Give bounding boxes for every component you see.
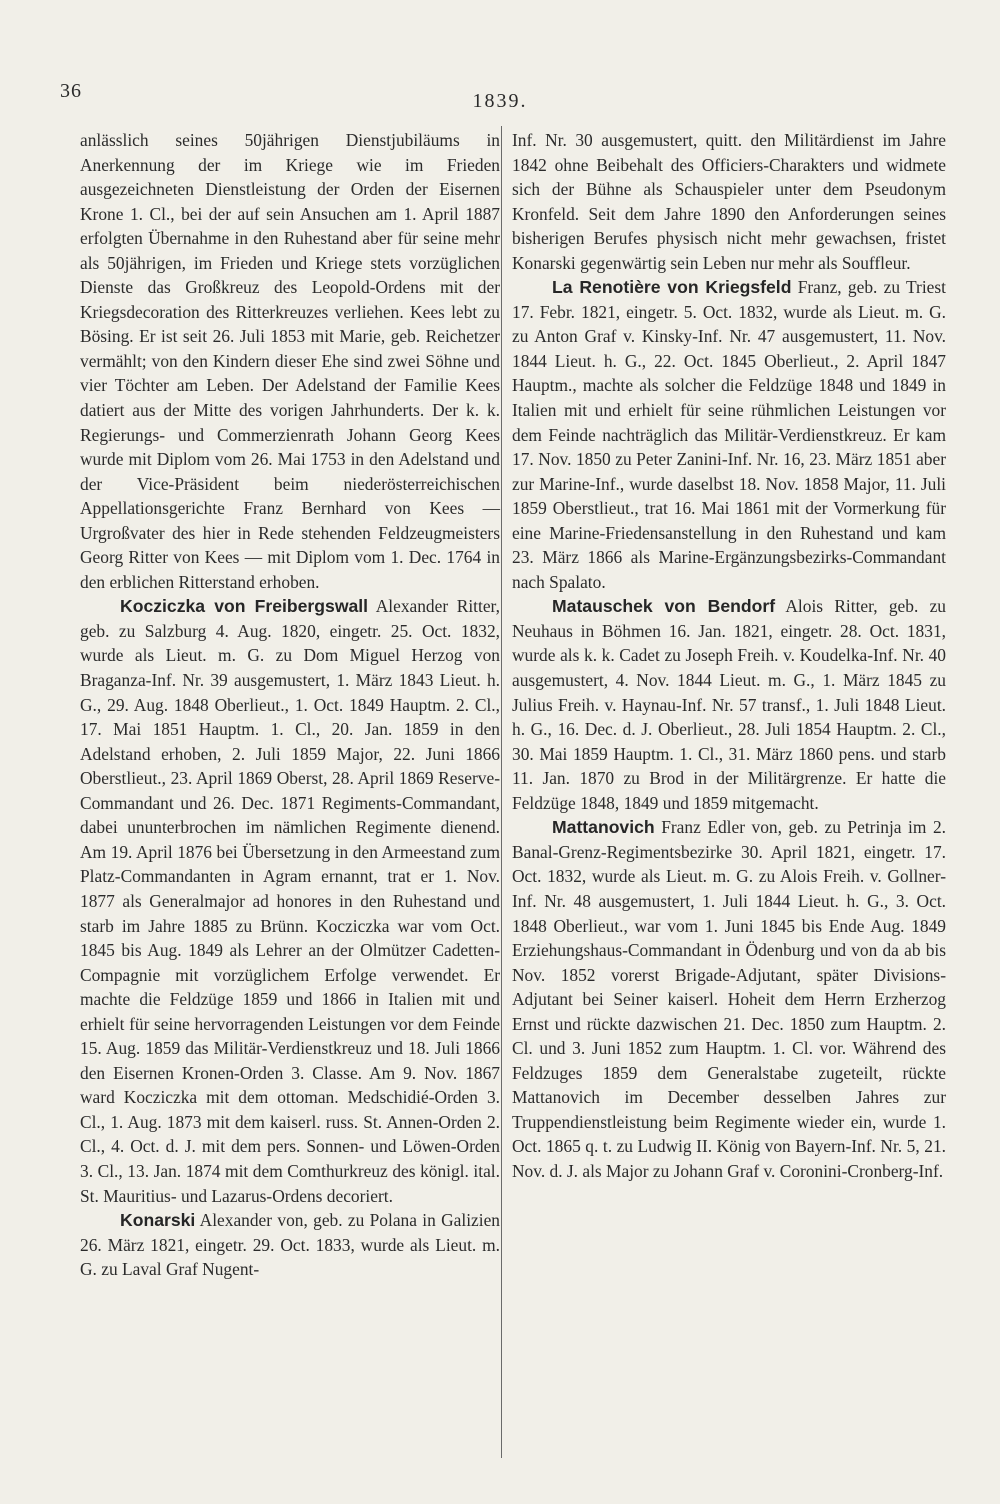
entry-text: Franz Edler von, geb. zu Petrinja im 2. Banal-Grenz-Regimentsbezirke 30. April 1821, eingetr. 17. Oct. 1832, wurde als Lieut. m. G. zu Alois Freih. v. Gollner-Inf. Nr. 48 ausgemustert, 1. Juli 1844 Lieut. h. G., 3. Oct. 1848 Oberlieut., war vom 1. Juni 1845 bis Ende Aug. 1849 Erziehungshaus-Commandant in Ödenburg und von da ab bis Nov. 1852 vorerst Brigade-Adjutant, später Divisions-Adjutant bei Seiner kaiserl. Hoheit dem Herrn Erzherzog Ernst und rückte dazwischen 21. Dec. 1850 zum Hauptm. 2. Cl. und 3. Juni 1852 zum Hauptm. 1. Cl. vor. Während des Feldzuges 1859 dem Generalstabe zugeteilt, rückte Mattanovich im December desselben Jahres zur Truppendienstleistung beim Regimente wieder ein, wurde 1. Oct. 1865 q. t. zu Ludwig II. König von Bayern-Inf. Nr. 5, 21. Nov. d. J. als Major zu Johann Graf v. Coronini-Cronberg-Inf. bbox=[512, 817, 946, 1181]
entry-text: Alexander von, geb. zu Polana in Galizien 26. März 1821, eingetr. 29. Oct. 1833, wurde als Lieut. m. G. zu Laval Graf Nugent- bbox=[80, 1210, 500, 1280]
right-column bbox=[512, 128, 946, 1184]
entry-name: Kocziczka von Freibergswall bbox=[120, 596, 369, 617]
biography-entry bbox=[80, 1208, 500, 1282]
entry-name: Matauschek von Bendorf bbox=[552, 596, 776, 617]
entry-text: Franz, geb. zu Triest 17. Febr. 1821, eingetr. 5. Oct. 1832, wurde als Lieut. m. G. zu Anton Graf v. Kinsky-Inf. Nr. 47 ausgemustert, 11. Nov. 1844 Lieut. h. G., 22. Oct. 1845 Oberlieut., 2. April 1847 Hauptm., machte als solcher die Feldzüge 1848 und 1849 in Italien mit und erhielt für seine rühmlichen Leistungen vor dem Feinde nachträglich das Militär-Verdienstkreuz. Er kam 17. Nov. 1850 zu Peter Zanini-Inf. Nr. 16, 23. März 1851 aber zur Marine-Inf., wurde daselbst 18. Nov. 1858 Major, 11. Juli 1859 Oberstlieut., trat 16. Mai 1861 mit der Vormerkung für eine Marine-Friedensanstellung in den Ruhestand und kam 23. März 1866 als Marine-Ergänzungsbezirks-Commandant nach Spalato. bbox=[512, 277, 946, 592]
left-column bbox=[80, 128, 500, 1282]
continuation-paragraph: anlässlich seines 50jährigen Dienstjubiläums in Anerkennung der im Kriege wie im Frieden ausgezeichneten Dienstleistung der Orden der Eisernen Krone 1. Cl., bei der auf sein Ansuchen am 1. April 1887 erfolgten Übernahme in den Ruhestand aber für seine mehr als 50jährigen, im Frieden und Kriege stets vorzüglichen Dienste das Großkreuz des Leopold-Ordens mit der Kriegsdecoration des Ritterkreuzes verliehen. Kees lebt zu Bösing. Er ist seit 26. Juli 1853 mit Marie, geb. Reichetzer vermählt; von den Kindern dieser Ehe sind zwei Söhne und vier Töchter am Leben. Der Adelstand der Familie Kees datiert aus der Mitte des vorigen Jahrhunderts. Der k. k. Regierungs- und Commerzienrath Johann Georg Kees wurde mit Diplom vom 26. Mai 1753 in den Adelstand und der Vice-Präsident beim niederösterreichischen Appellationsgerichte Franz Bernhard von Kees — Urgroßvater des hier in Rede stehenden Feldzeugmeisters Georg Ritter von Kees — mit Diplom vom 1. Dec. 1764 in den erblichen Ritterstand erhoben. bbox=[80, 130, 500, 592]
entry-name: Konarski bbox=[120, 1210, 196, 1231]
year-header: 1839. bbox=[472, 90, 528, 112]
entry-name: Mattanovich bbox=[552, 817, 655, 838]
column-divider bbox=[501, 126, 502, 1458]
continuation-paragraph: Inf. Nr. 30 ausgemustert, quitt. den Militärdienst im Jahre 1842 ohne Beibehalt des Officiers-Charakters und widmete sich der Bühne als Schauspieler unter dem Pseudonym Kronfeld. Seit dem Jahre 1890 den Anforderungen seines bisherigen Berufes physisch nicht mehr gewachsen, fristet Konarski gegenwärtig sein Leben nur mehr als Souffleur. bbox=[512, 130, 946, 273]
entry-text: Alois Ritter, geb. zu Neuhaus in Böhmen 16. Jan. 1821, eingetr. 28. Oct. 1831, wurde als k. k. Cadet zu Joseph Freih. v. Koudelka-Inf. Nr. 40 ausgemustert, 4. Nov. 1844 Lieut. m. G., 1. März 1845 zu Julius Freih. v. Haynau-Inf. Nr. 57 transf., 1. Juli 1848 Lieut. h. G., 16. Dec. d. J. Oberlieut., 28. Juli 1854 Hauptm. 2. Cl., 30. Mai 1859 Hauptm. 1. Cl., 31. März 1860 pens. und starb 11. Jan. 1870 zu Brod in der Militärgrenze. Er hatte die Feldzüge 1848, 1849 und 1859 mitgemacht. bbox=[512, 596, 946, 813]
page-number: 36 bbox=[60, 80, 82, 102]
entry-text: Alexander Ritter, geb. zu Salzburg 4. Aug. 1820, eingetr. 25. Oct. 1832, wurde als Lieut. m. G. zu Dom Miguel Herzog von Braganza-Inf. Nr. 39 ausgemustert, 1. März 1843 Lieut. h. G., 29. Aug. 1848 Oberlieut., 1. Oct. 1849 Hauptm. 2. Cl., 17. Mai 1851 Hauptm. 1. Cl., 20. Jan. 1859 in den Adelstand erhoben, 2. Juli 1859 Major, 22. Juni 1866 Oberstlieut., 23. April 1869 Oberst, 28. April 1869 Reserve-Commandant und 26. Dec. 1871 Regiments-Commandant, dabei ununterbrochen im nämlichen Regimente dienend. Am 19. April 1876 bei Übersetzung in den Armeestand zum Platz-Commandanten in Agram ernannt, trat er 1. Nov. 1877 als Generalmajor ad honores in den Ruhestand und starb im Jahre 1885 zu Brünn. Kocziczka war vom Oct. 1845 bis Aug. 1849 als Lehrer an der Olmützer Cadetten-Compagnie mit vorzüglichem Erfolge verwendet. Er machte die Feldzüge 1859 und 1866 in Italien mit und erhielt für seine hervorragenden Leistungen vor dem Feinde 15. Aug. 1859 das Militär-Verdienstkreuz und 18. Juli 1866 den Eisernen Kronen-Orden 3. Classe. Am 9. Nov. 1867 ward Kocziczka mit dem ottoman. Medschidié-Orden 3. Cl., 1. Aug. 1873 mit dem kaiserl. russ. St. Annen-Orden 2. Cl., 4. Oct. d. J. mit dem pers. Sonnen- und Löwen-Orden 3. Cl., 13. Jan. 1874 mit dem Comthurkreuz des königl. ital. St. Mauritius- und Lazarus-Ordens decoriert. bbox=[80, 596, 500, 1206]
biography-entry bbox=[512, 275, 946, 594]
biography-entry bbox=[512, 815, 946, 1183]
entry-name: La Renotière von Kriegsfeld bbox=[552, 277, 792, 298]
biography-entry bbox=[80, 594, 500, 1208]
biography-entry bbox=[512, 594, 946, 815]
